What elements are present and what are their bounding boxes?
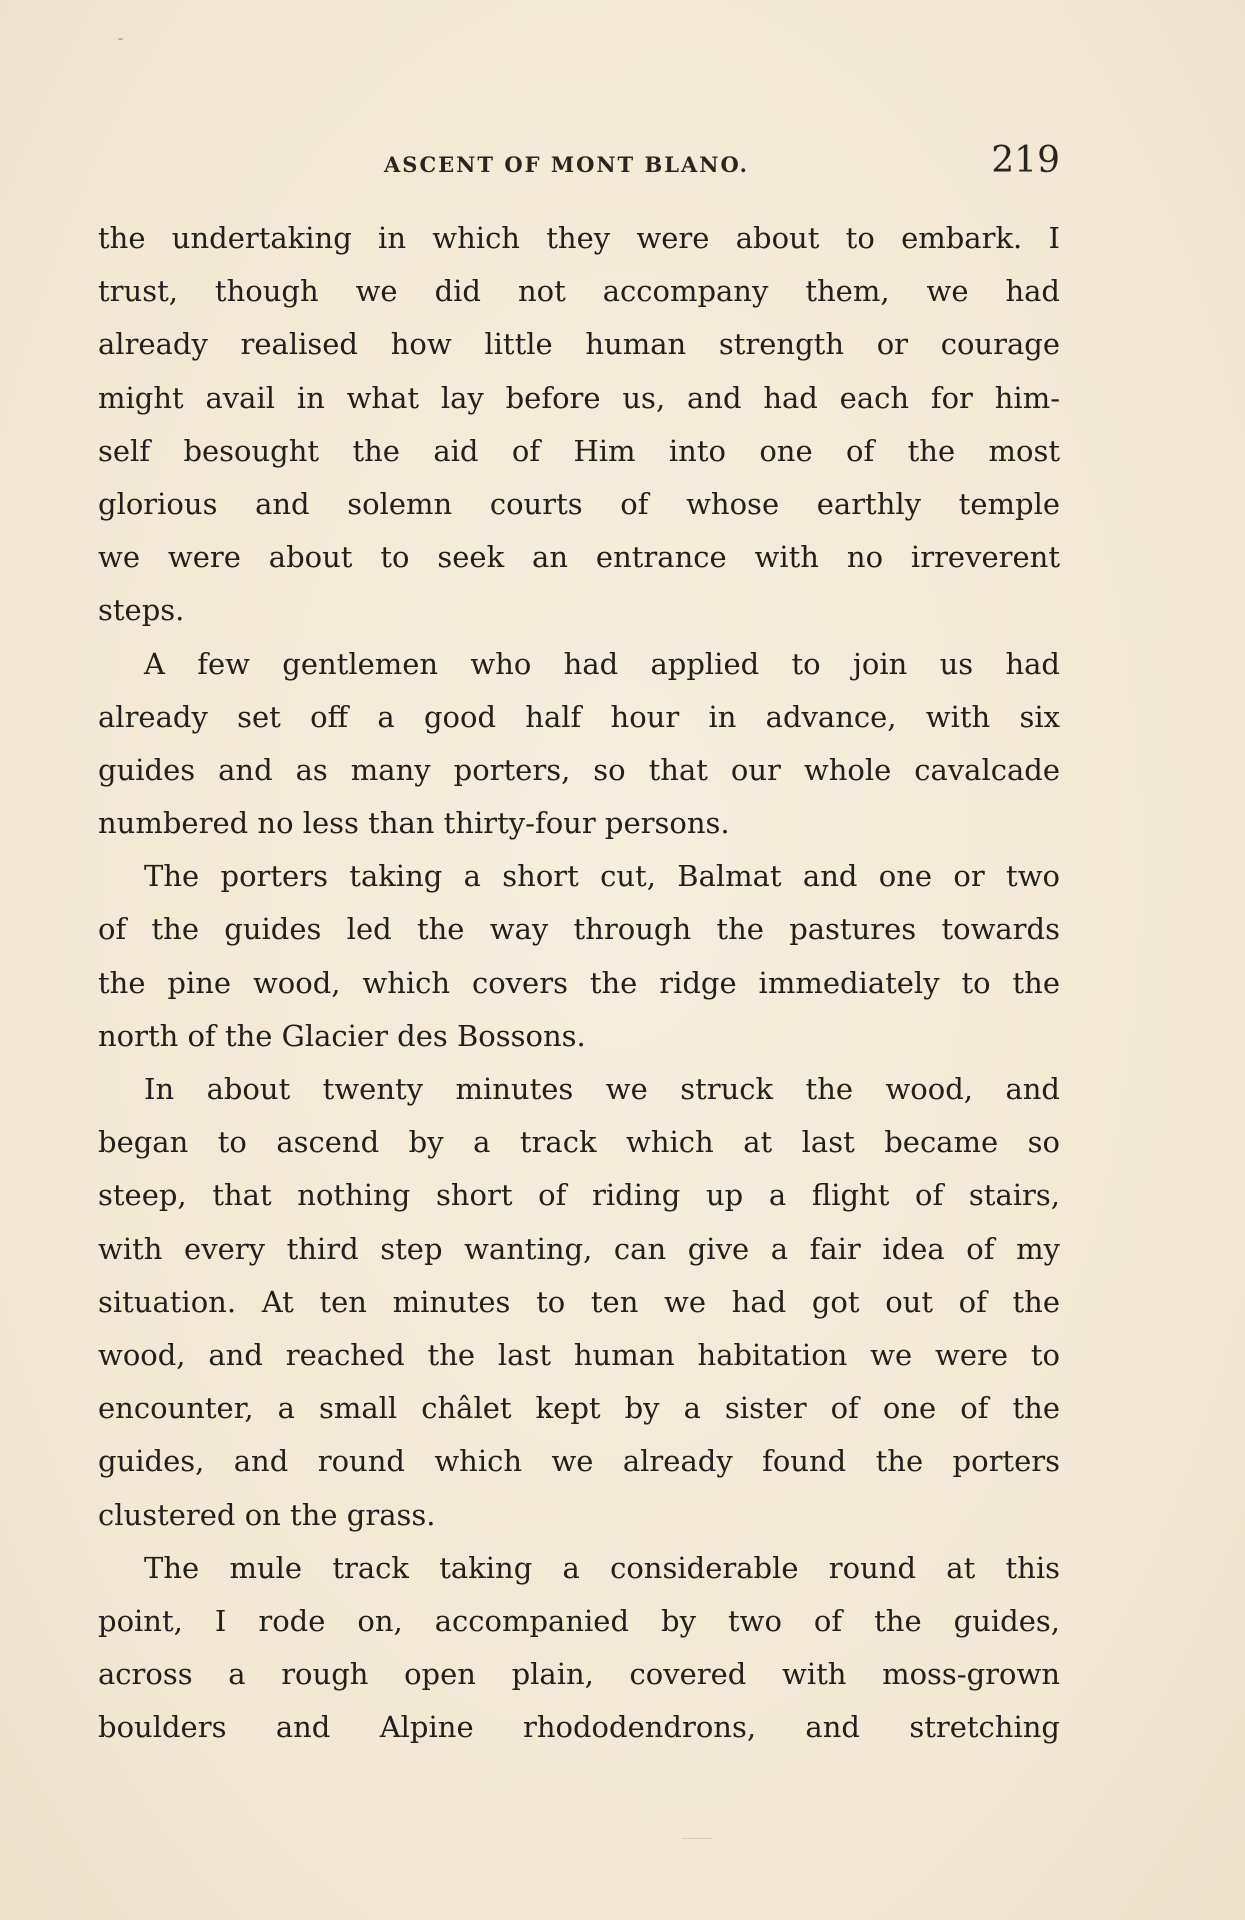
text-line: boulders and Alpine rhododendrons, and stretching — [98, 1710, 1060, 1745]
text-line: trust, though we did not accompany them, we had — [98, 274, 1060, 309]
page-number: 219 — [991, 140, 1060, 181]
text-line: of the guides led the way through the pastures towards — [98, 912, 1060, 947]
text-line: across a rough open plain, covered with moss-grown — [98, 1657, 1060, 1692]
text-line: already set off a good half hour in advance, with six — [98, 699, 1060, 734]
text-line: point, I rode on, accompanied by two of the guides, — [98, 1603, 1060, 1638]
running-title: ASCENT OF MONT BLANO. — [384, 152, 749, 177]
text-line: clustered on the grass. — [98, 1497, 436, 1532]
text-line: with every third step wanting, can give a fair idea of my — [98, 1231, 1060, 1266]
paper-speck — [118, 38, 123, 40]
text-line: encounter, a small châlet kept by a sister of one of the — [98, 1391, 1060, 1426]
text-line: wood, and reached the last human habitation we were to — [98, 1337, 1060, 1372]
text-line: north of the Glacier des Bossons. — [98, 1018, 586, 1053]
text-line: might avail in what lay before us, and had each for him- — [98, 380, 1060, 415]
body-text — [98, 212, 1060, 1754]
text-line: guides, and round which we already found the porters — [98, 1444, 1060, 1479]
text-line: The mule track taking a considerable round at this — [144, 1550, 1060, 1585]
text-line: A few gentlemen who had applied to join us had — [144, 646, 1060, 681]
paper-speck — [682, 1838, 712, 1839]
text-line: situation. At ten minutes to ten we had got out of the — [98, 1284, 1060, 1319]
text-line: the undertaking in which they were about to embark. I — [98, 221, 1060, 255]
text-line: steep, that nothing short of riding up a flight of stairs, — [98, 1178, 1060, 1213]
text-line: guides and as many porters, so that our whole cavalcade — [98, 752, 1060, 787]
text-line: already realised how little human strength or courage — [98, 327, 1060, 362]
text-line: the pine wood, which covers the ridge immediately to the — [98, 965, 1060, 1000]
text-line: began to ascend by a track which at last became so — [98, 1125, 1060, 1160]
text-line: glorious and solemn courts of whose earthly temple — [98, 486, 1060, 521]
text-line: The porters taking a short cut, Balmat and one or two — [144, 859, 1060, 894]
text-line: we were about to seek an entrance with no irreverent — [98, 540, 1060, 575]
text-line: In about twenty minutes we struck the wood, and — [144, 1072, 1060, 1106]
text-line: numbered no less than thirty-four persons. — [98, 806, 730, 841]
text-line: steps. — [98, 593, 185, 628]
text-line: self besought the aid of Him into one of the most — [98, 433, 1060, 468]
page-header — [98, 140, 1060, 190]
